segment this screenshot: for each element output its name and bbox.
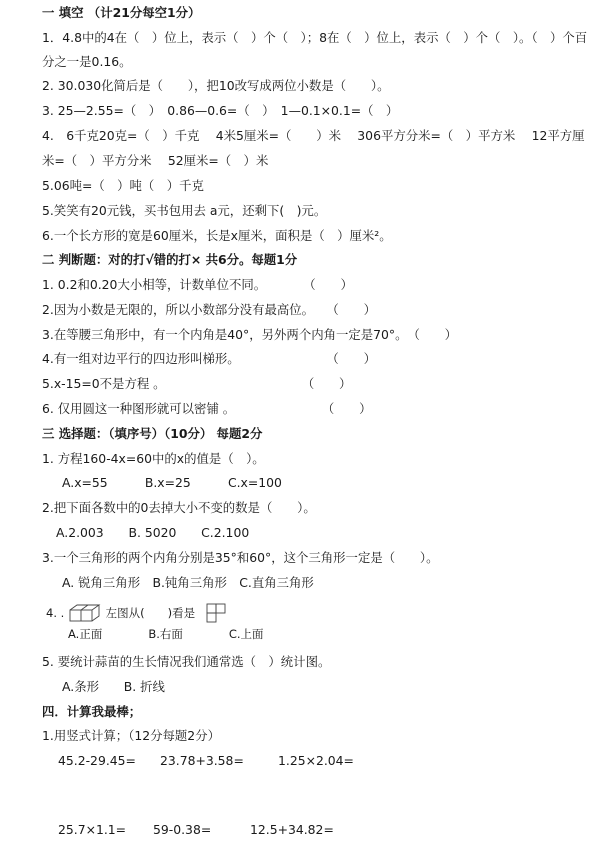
choice-question-5: 5. 要统计蒜苗的生长情况我们通常选（ ）统计图。 <box>42 654 331 669</box>
choice-question-5-options: A.条形 B. 折线 <box>62 679 165 694</box>
judge-item-5: 5.x-15=0不是方程 。 （ ） <box>42 376 352 391</box>
judge-item-4: 4.有一组对边平行的四边形叫梯形。 （ ） <box>42 351 376 366</box>
question-4-line-1: 4. 6千克20克=（ ）千克 4米5厘米=（ ）米 306平方分米=（ ）平方米 12平方厘 <box>42 128 585 143</box>
judge-item-2: 2.因为小数是无限的，所以小数部分没有最高位。 （ ） <box>42 302 376 317</box>
choice-question-2-options: A.2.003 B. 5020 C.2.100 <box>56 525 250 540</box>
section-2-title: 二 判断题：对的打√错的打× 共6分。每题1分 <box>42 252 298 267</box>
question-3: 3. 25—2.55=（ ） 0.86—0.6=（ ） 1—0.1×0.1=（ ） <box>42 103 399 118</box>
choice-question-4-options: A.正面 B.右面 C.上面 <box>68 627 264 641</box>
calc-item: 23.78+3.58= <box>160 753 244 768</box>
judge-item-1: 1. 0.2和0.20大小相等，计数单位不同。 （ ） <box>42 277 353 292</box>
section-4-title: 四．计算我最棒； <box>42 704 142 719</box>
choice-question-4 <box>46 602 227 622</box>
question-2: 2. 30.030化简后是（ ），把10改写成两位小数是（ ）。 <box>42 78 390 93</box>
choice-question-4-text: 左图从( )看是 <box>105 606 196 620</box>
view-shape-icon <box>205 602 227 624</box>
question-1-line-2: 分之一是0.16。 <box>42 54 132 69</box>
choice-question-1: 1. 方程160-4x=60中的x的值是（ ）。 <box>42 451 265 466</box>
section-4-subtitle: 1.用竖式计算；（12分每题2分） <box>42 728 220 743</box>
section-1-title: 一 填空 （计21分每空1分） <box>42 5 201 20</box>
question-1-line-1: 1．4.8中的4在（ ）位上，表示（ ）个（ ）；8在（ ）位上，表示（ ）个（ ）。（ ）个百 <box>42 30 588 45</box>
calc-item: 59-0.38= <box>153 822 212 837</box>
question-5: 5.笑笑有20元钱，买书包用去 a元，还剩下( )元。 <box>42 203 327 218</box>
calc-item: 45.2-29.45= <box>58 753 136 768</box>
calc-item: 1.25×2.04= <box>278 753 354 768</box>
judge-item-3: 3.在等腰三角形中，有一个内角是40°，另外两个内角一定是70°。 （ ） <box>42 327 458 342</box>
judge-item-6: 6. 仅用圆这一种图形就可以密铺 。 （ ） <box>42 401 372 416</box>
calc-item: 12.5+34.82= <box>250 822 334 837</box>
choice-question-4-number: 4. . <box>46 606 65 620</box>
cuboid-figure-icon <box>68 604 102 622</box>
question-4-line-2: 米=（ ）平方分米 52厘米=（ ）米 <box>42 153 269 168</box>
choice-question-2: 2.把下面各数中的0去掉大小不变的数是（ ）。 <box>42 500 316 515</box>
question-6: 6.一个长方形的宽是60厘米，长是x厘米，面积是（ ）厘米²。 <box>42 228 392 243</box>
choice-question-3-options: A. 锐角三角形 B.钝角三角形 C.直角三角形 <box>62 575 314 590</box>
choice-question-1-options: A.x=55 B.x=25 C.x=100 <box>62 475 282 490</box>
choice-question-3: 3.一个三角形的两个内角分别是35°和60°，这个三角形一定是（ ）。 <box>42 550 439 565</box>
calc-item: 25.7×1.1= <box>58 822 127 837</box>
section-3-title: 三 选择题：（填序号）（10分） 每题2分 <box>42 426 263 441</box>
question-4-line-3: 5.06吨=（ ）吨（ ）千克 <box>42 178 204 193</box>
